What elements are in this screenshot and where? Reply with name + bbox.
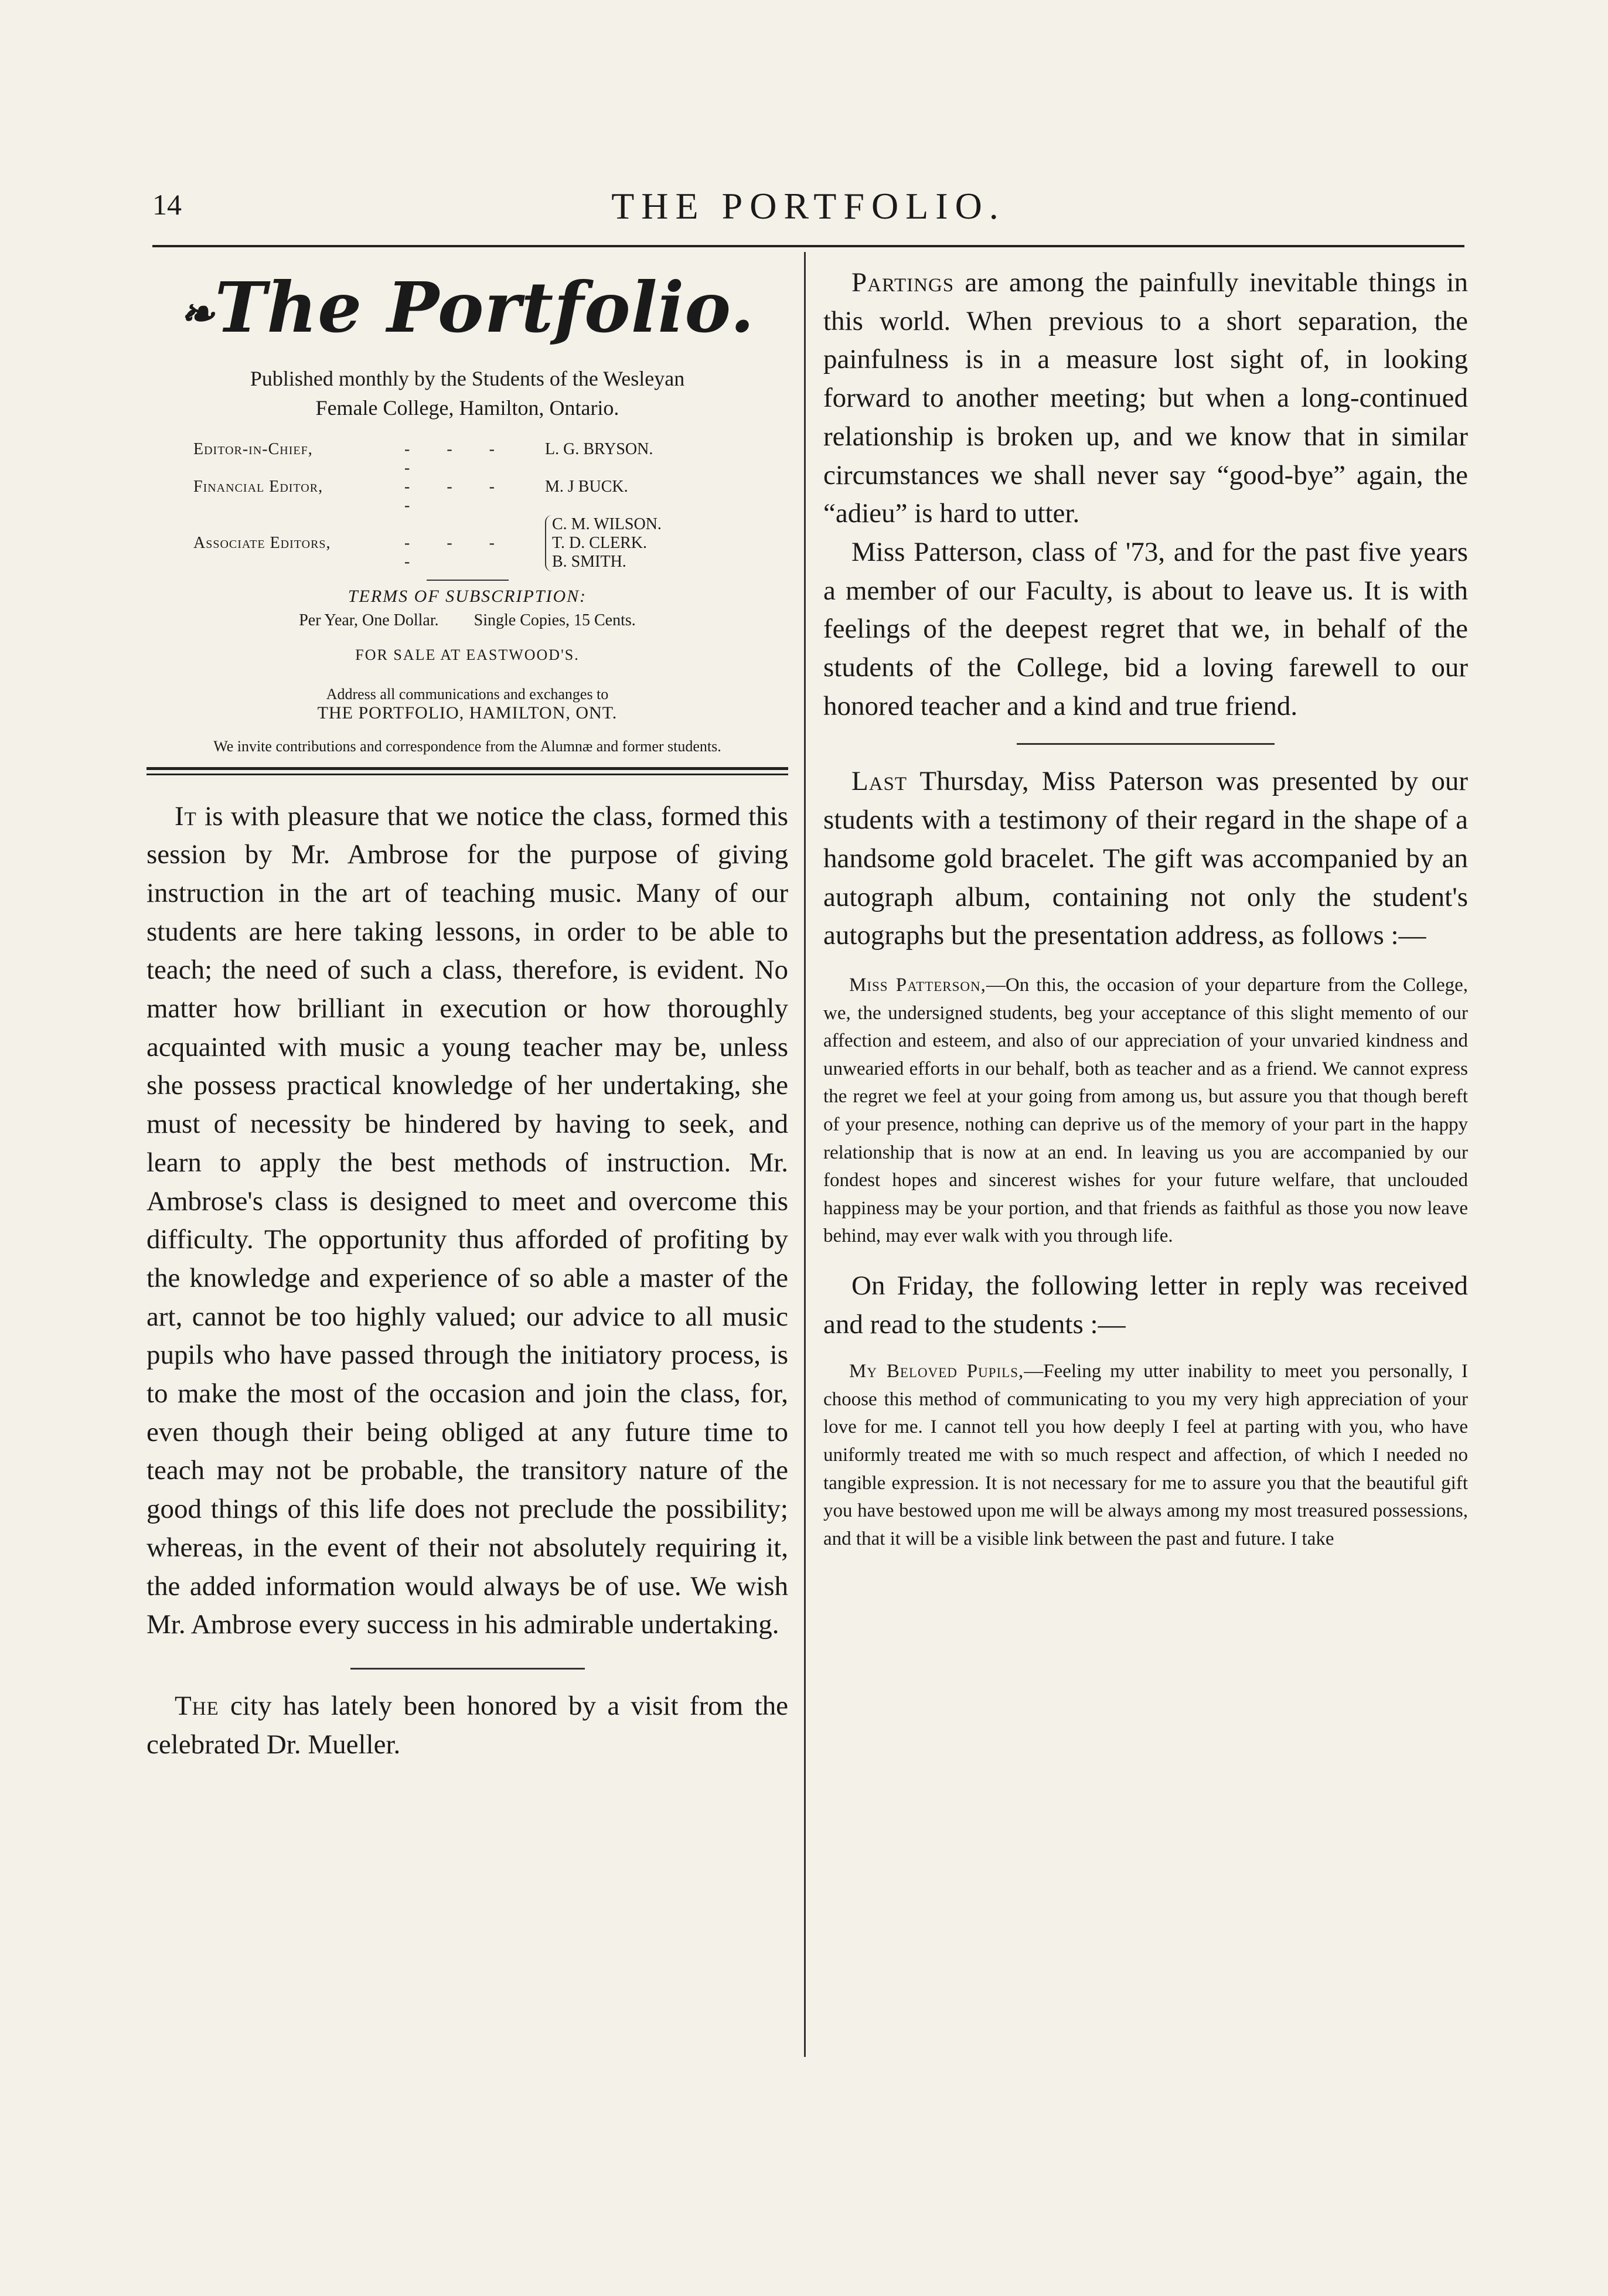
staff-row (193, 440, 776, 478)
masthead-bottom-rule (147, 767, 788, 775)
staff-names-group (545, 515, 776, 571)
terms-line (147, 611, 788, 630)
paragraph-text: is with pleasure that we notice the class, formed this session by Mr. Ambrose for the purpose of giving instruction in the art of teaching music. Many of our students are here taking lessons, in order to be able to teach; the need of such a class, therefore, is evident. No matter how brilliant in execution or how thoroughly acquainted with music a young teacher may be, unless she possess practical knowledge of her undertaking, she must of necessity be hindered by having to seek, and learn to apply the best methods of instruction. Mr. Ambrose's class is designed to meet and overcome this difficulty. The opportunity thus afforded of profiting by the knowledge and experience of so able a master of the art, cannot be too highly valued; our advice to all music pupils who have passed through the initiatory process, is to make the most of the occasion and join the class, for, even though their being obliged at any future time to teach may not be probable, the transitory nature of the good things of this life does not preclude the possibility; whereas, in the event of their not absolutely requiring it, the added information would always be of use. We wish Mr. Ambrose every success in his admirable undertaking. (147, 800, 788, 1640)
lead-word: Last (851, 766, 908, 797)
article-separator (350, 1668, 585, 1670)
paragraph-text: city has lately been honored by a visit from the celebrated Dr. Mueller. (147, 1690, 788, 1760)
column-divider (804, 252, 806, 2057)
letter-text: —Feeling my utter inability to meet you personally, I choose this method of communicating to you my very high appreciation of your love for me. I cannot tell you how deeply I feel at parting with you, who have uniformly treated me with so much respect and affection, of which I needed no tangible expression. It is not necessary for me to assure you that the beautiful gift you have bestowed upon me will be always among my most treasured possessions, and that it will be a visible link between the past and future. I take (823, 1361, 1468, 1549)
article-separator (1017, 743, 1275, 745)
terms-heading: TERMS OF SUBSCRIPTION: (348, 586, 587, 606)
staff-role: Editor-in-Chief, (193, 440, 313, 458)
staff-name: T. D. CLERK. (552, 533, 648, 552)
reply-intro: On Friday, the following letter in reply was received and read to the students :— (823, 1270, 1468, 1340)
ornament-icon: ❧ (179, 289, 215, 338)
publication-note (147, 364, 788, 423)
divider (427, 580, 509, 581)
article-dr-mueller (147, 1687, 788, 1764)
paragraph-text: Thursday, Miss Paterson was presented by our students with a testimony of their regard in the shape of a handsome gold bracelet. The gift was accompanied by an autograph album, containing not only the student's autographs but the presentation address, as follows :— (823, 766, 1468, 951)
invite-note: We invite contributions and correspondence from the Alumnæ and former students. (213, 737, 721, 755)
address-block (147, 685, 788, 723)
staff-name: M. J BUCK. (545, 477, 628, 496)
terms-single: Single Copies, 15 Cents. (473, 611, 636, 629)
masthead (147, 264, 788, 755)
staff-name: B. SMITH. (552, 552, 626, 571)
staff-row (193, 478, 776, 515)
publication-line-1: Published monthly by the Students of the Wesleyan (250, 366, 685, 390)
address-line: Address all communications and exchanges to (326, 685, 609, 703)
article-miss-patterson: Miss Patterson, class of '73, and for the past five years a member of our Faculty, is about to leave us. It is with feelings of the deepest regret that we, in behalf of the students of the College, bid a loving farewell to our honored teacher and a kind and true friend. (823, 536, 1468, 721)
terms-year: Per Year, One Dollar. (299, 611, 439, 629)
letter-salutation: My Beloved Pupils, (849, 1361, 1024, 1382)
staff-row (193, 515, 776, 571)
editorial-staff (193, 440, 776, 571)
publication-line-2: Female College, Hamilton, Ontario. (315, 396, 619, 420)
left-column (147, 252, 788, 1764)
paragraph-text: are among the painfully inevitable things in this world. When previous to a short separation, the painfulness is in a measure lost sight of, in looking forward to another meeting; but when a long-continued relationship is broken up, and we know that in similar circumstances we shall never say “good-bye” again, the “adieu” is hard to utter. (823, 267, 1468, 529)
masthead-title-text: The Portfolio. (214, 267, 755, 348)
lead-word: The (175, 1690, 219, 1721)
for-sale-note: FOR SALE AT EASTWOOD'S. (355, 646, 580, 663)
address-name: THE PORTFOLIO, HAMILTON, ONT. (317, 703, 618, 723)
staff-role: Financial Editor, (193, 477, 323, 496)
masthead-title (147, 264, 788, 358)
article-presentation (823, 762, 1468, 955)
page-number: 14 (152, 188, 182, 221)
staff-name: L. G. BRYSON. (545, 440, 653, 458)
lead-word: It (175, 800, 197, 832)
presentation-address (823, 972, 1468, 1251)
right-column (823, 252, 1468, 1553)
head-rule (152, 245, 1464, 247)
address-salutation: Miss Patterson, (849, 974, 986, 996)
lead-word: Partings (851, 267, 955, 298)
staff-dots: - - - - (404, 440, 511, 477)
article-partings (823, 264, 1468, 533)
running-head (152, 182, 1464, 240)
journal-title: THE PORTFOLIO. (611, 185, 1006, 227)
staff-name: C. M. WILSON. (552, 515, 662, 533)
address-text: —On this, the occasion of your departure from the College, we, the undersigned students, beg your acceptance of this slight memento of our affection and esteem, and also of our appreciation of your unvaried kindness and unwearied efforts in our behalf, both as teacher and as a friend. We cannot express the regret we feel at your going from among us, but assure you that though bereft of your presence, nothing can deprive us of the memory of your part in the happy relationship that is now at an end. In leaving us you are accompanied by our fondest hopes and sincerest wishes for your future welfare, that unclouded happiness may be your portion, and that friends as faithful as those you now leave behind, may ever walk with you through life. (823, 974, 1469, 1247)
article-music-class (147, 798, 788, 1644)
staff-role: Associate Editors, (193, 533, 331, 552)
reply-letter (823, 1358, 1468, 1553)
staff-dots: - - - - (404, 477, 511, 515)
staff-dots: - - - - (404, 533, 511, 571)
